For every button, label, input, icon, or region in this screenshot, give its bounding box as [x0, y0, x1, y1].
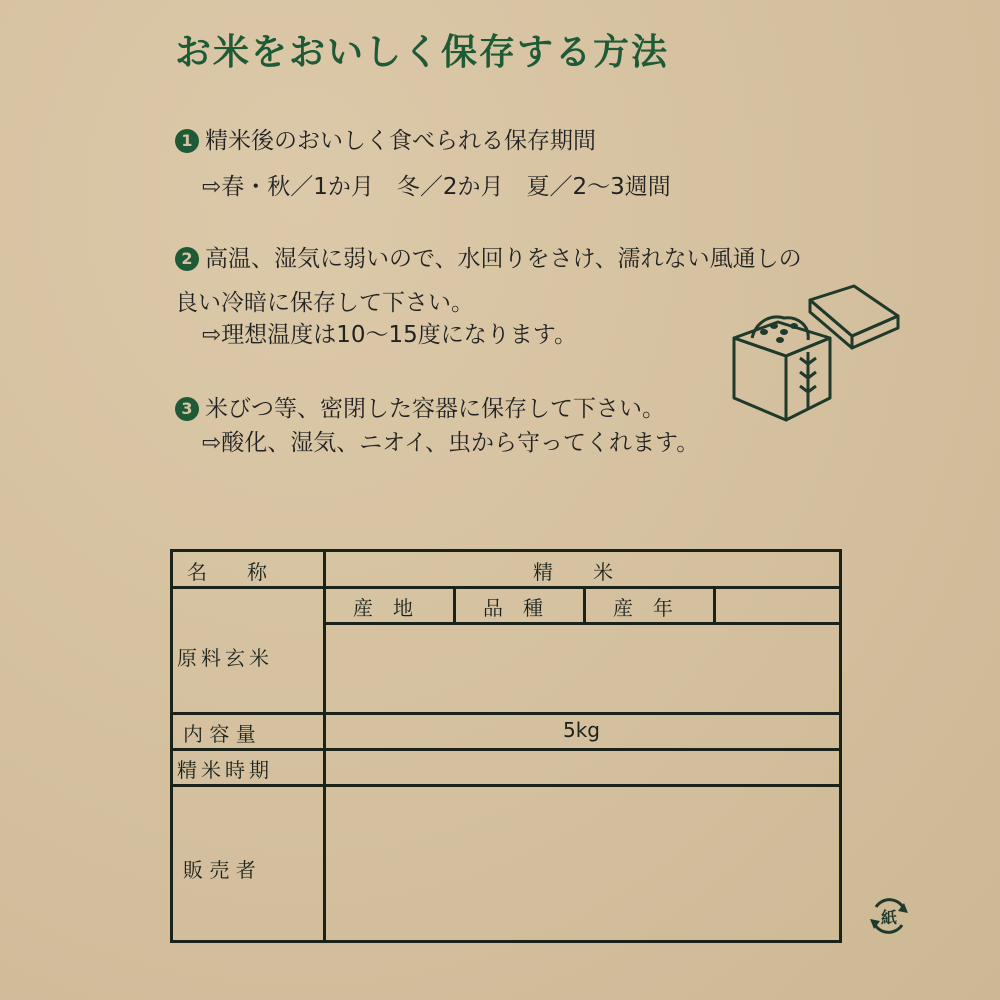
- tip-3: [175, 390, 665, 423]
- tip-number-2: 2: [175, 247, 199, 271]
- product-label-table: [170, 549, 842, 943]
- tip-3-sub: ⇨酸化、湿気、ニオイ、虫から守ってくれます。: [202, 430, 700, 456]
- tip-2-sub: ⇨理想温度は10〜15度になります。: [202, 322, 577, 348]
- content-value: 5kg: [563, 718, 601, 742]
- name-value: 精 米: [533, 560, 613, 584]
- variety-header: 品 種: [483, 596, 543, 620]
- tip-2-text-line2: 良い冷暗に保存して下さい。: [175, 290, 474, 316]
- tip-3-text: 米びつ等、密閉した容器に保存して下さい。: [205, 396, 665, 422]
- tip-number-1: 1: [175, 129, 199, 153]
- raw-material-label: 原料玄米: [177, 646, 273, 670]
- seller-label: 販 売 者: [183, 858, 256, 882]
- paper-recycle-icon: [866, 893, 912, 939]
- year-header: 産 年: [613, 596, 673, 620]
- origin-header: 産 地: [353, 596, 413, 620]
- milling-date-label: 精米時期: [177, 758, 273, 782]
- tip-1: [175, 122, 596, 155]
- tip-number-3: 3: [175, 397, 199, 421]
- content-label: 内 容 量: [183, 722, 256, 746]
- tip-2-text: 高温、湿気に弱いので、水回りをさけ、濡れない風通しの: [205, 246, 802, 272]
- tip-1-sub: ⇨春・秋／1か月 冬／2か月 夏／2〜3週間: [202, 174, 671, 200]
- rice-box-icon: [722, 282, 902, 422]
- tip-1-text: 精米後のおいしく食べられる保存期間: [205, 128, 596, 154]
- name-label: 名 称: [187, 560, 267, 584]
- page-title: お米をおいしく保存する方法: [175, 32, 670, 73]
- tip-2: [175, 240, 802, 273]
- recycle-mark-text: 紙: [880, 908, 898, 927]
